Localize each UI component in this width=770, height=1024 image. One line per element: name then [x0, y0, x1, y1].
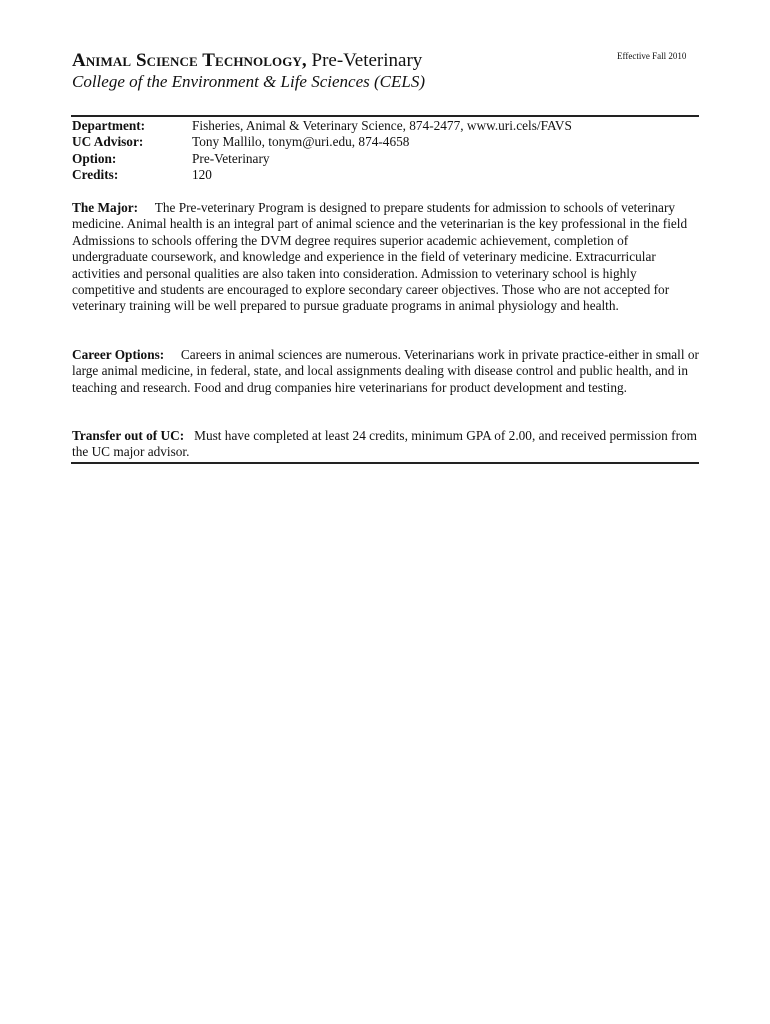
info-row-advisor — [72, 134, 572, 150]
career-section — [72, 347, 700, 396]
info-label: Department: — [72, 118, 146, 133]
program-option: Pre-Veterinary — [306, 50, 423, 71]
info-row-department — [72, 118, 572, 134]
info-value: Tony Mallilo, tonym@uri.edu, 874-4658 — [192, 134, 410, 150]
career-heading: Career Options: — [72, 347, 165, 362]
info-label: UC Advisor: — [72, 134, 144, 150]
info-value: 120 — [192, 166, 212, 182]
major-heading: The Major: — [72, 200, 139, 215]
info-row-option — [72, 151, 572, 167]
info-label: Credits: — [72, 166, 119, 182]
bottom-divider — [71, 462, 699, 464]
major-text: The Pre-veterinary Program is designed to prepare students for admission to schools of veterinary medicine. Animal health is an integral part of animal science and the veterinarian is the key professional in the field Admissions to schools offering the DVM degree requires superior academic achievement, completion of undergraduate coursework, and knowledge and experience in the field of veterinary medicine. Extracurricular activities and personal qualities are also taken into consideration. Admission to veterinary school is highly competitive and students are encouraged to explore secondary career objectives. Those who are not accepted for veterinary training will be well prepared to pursue graduate programs in animal physiology and health. — [72, 200, 688, 314]
college-subtitle: College of the Environment & Life Sciences (CELS) — [72, 72, 425, 91]
info-value: Pre-Veterinary — [192, 150, 270, 166]
top-divider — [71, 115, 699, 117]
info-value: Fisheries, Animal & Veterinary Science, 874-2477, www.uri.cels/FAVS — [192, 118, 572, 133]
program-info-table — [72, 118, 572, 183]
program-name: Animal Science Technology, — [72, 50, 307, 71]
major-section — [72, 200, 700, 315]
transfer-heading: Transfer out of UC: — [72, 428, 185, 443]
page-title — [72, 49, 422, 73]
info-row-credits — [72, 167, 572, 183]
info-label: Option: — [72, 150, 117, 166]
career-text: Careers in animal sciences are numerous. Veterinarians work in private practice-either in small or large animal medicine, in federal, state, and local assignments dealing with disease control and public health, and in teaching and research. Food and drug companies hire veterinarians for product development and testing. — [72, 347, 699, 395]
effective-date: Effective Fall 2010 — [617, 51, 687, 61]
transfer-text: Must have completed at least 24 credits, minimum GPA of 2.00, and received permission from the UC major advisor. — [72, 428, 697, 460]
transfer-section — [72, 428, 700, 461]
